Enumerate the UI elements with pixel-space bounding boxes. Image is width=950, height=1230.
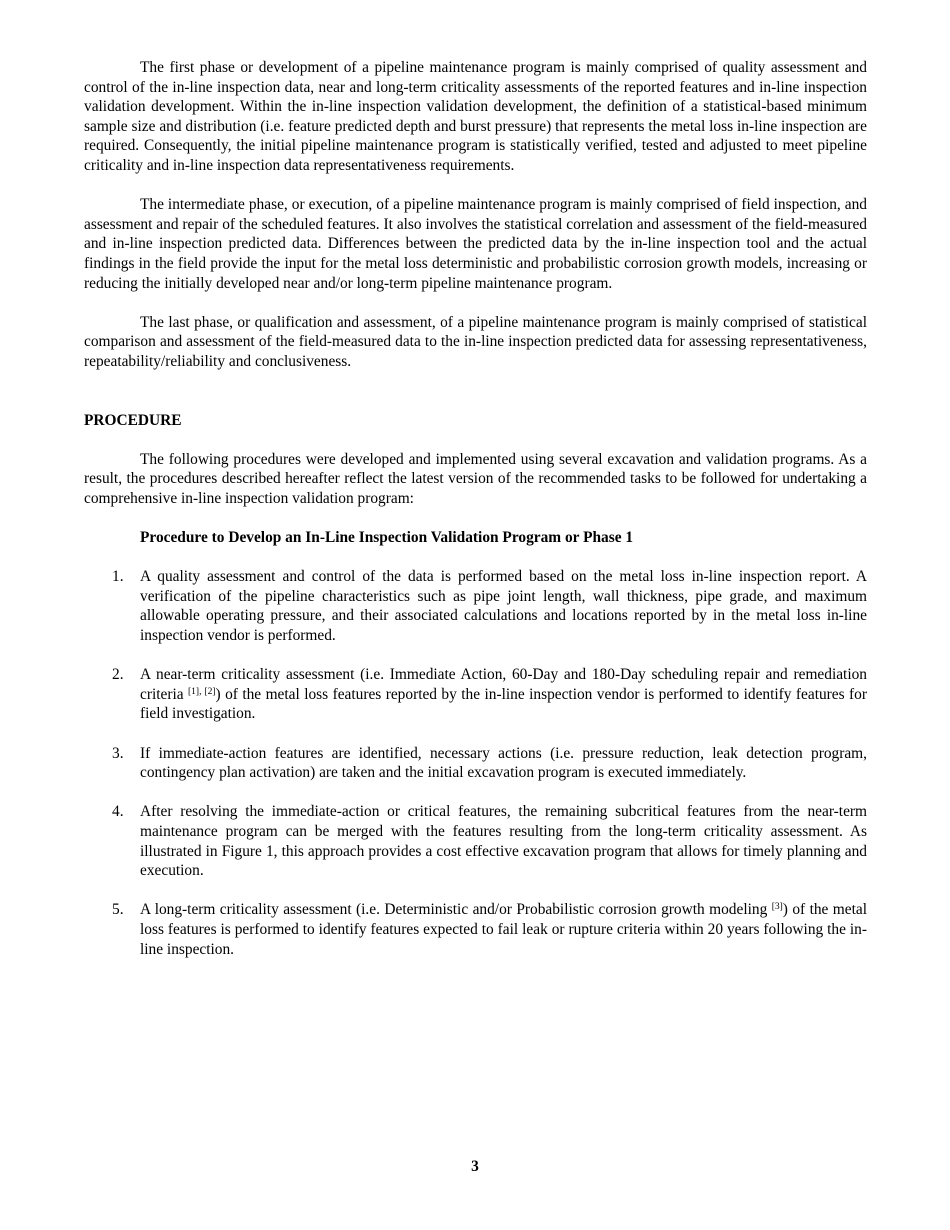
reference-citation: [3] [771,902,783,913]
list-item-text: ) of the metal loss features reported by the in-line inspection vendor is performed to identify features for field investigation. [140,685,868,723]
procedure-intro-paragraph: The following procedures were developed and implemented using several excavation and validation programs. As a result, the procedures described hereafter reflect the latest version of the recommended tasks to be followed for undertaking a comprehensive in-line inspection validation program: [84,450,867,507]
procedure-list-item [84,665,867,724]
intro-paragraph-phase-2: The intermediate phase, or execution, of a pipeline maintenance program is mainly comprised of field inspection, and assessment and repair of the scheduled features. It also involves the statistical correlation and assessment of the field-measured and in-line inspection predicted data. Differences between the predicted data by the in-line inspection tool and the actual findings in the field provide the input for the metal loss deterministic and probabilistic corrosion growth models, increasing or reducing the initially developed near and/or long-term pipeline maintenance program. [84,196,867,292]
intro-paragraph-phase-3: The last phase, or qualification and assessment, of a pipeline maintenance program is mainly comprised of statistical comparison and assessment of the field-measured data to the in-line inspection predicted data for assessing representativeness, repeatability/reliability and conclusiveness. [84,313,867,370]
list-item-text: A long-term criticality assessment (i.e. Deterministic and/or Probabilistic corrosion growth modeling [140,901,772,919]
list-item-text: After resolving the immediate-action or critical features, the remaining subcritical features from the near-term maintenance program can be merged with the features resulting from the long-term criticality assessment. As illustrated in Figure 1, this approach provides a cost effective excavation program that allows for timely planning and execution. [140,803,867,880]
list-item-text: A quality assessment and control of the data is performed based on the metal loss in-line inspection report. A verification of the pipeline characteristics such as pipe joint length, wall thickness, pipe grade, and maximum allowable operating pressure, and their associated calculations and locations reported by in the metal loss in-line inspection vendor is performed. [140,568,867,645]
section-heading-procedure: PROCEDURE [84,411,182,429]
list-item-number: 5. [112,901,124,919]
list-item-number: 4. [112,803,124,821]
procedure-list-item [84,567,867,645]
reference-citation: [1], [2] [188,686,216,697]
page-number: 3 [471,1158,479,1175]
procedure-list [84,567,867,959]
procedure-list-item [84,802,867,880]
procedure-list-item [84,744,867,783]
procedure-list-item [84,900,867,959]
procedure-subheading: Procedure to Develop an In-Line Inspection Validation Program or Phase 1 [140,529,634,547]
list-item-text: ) of the metal loss features is performed to identify features expected to fail leak or rupture criteria within 20 years following the in-line inspection. [140,901,867,958]
list-item-number: 2. [112,666,124,684]
page-body [84,58,867,979]
list-item-number: 1. [112,568,124,586]
list-item-number: 3. [112,744,124,762]
intro-paragraph-phase-1: The first phase or development of a pipeline maintenance program is mainly comprised of quality assessment and control of the in-line inspection data, near and long-term criticality assessments of the reported features and in-line inspection validation development. Within the in-line inspection validation development, the definition of a statistical-based minimum sample size and distribution (i.e. feature predicted depth and burst pressure) that represents the metal loss in-line inspection are required. Consequently, the initial pipeline maintenance program is statistically verified, tested and adjusted to meet pipeline criticality and in-line inspection data representativeness requirements. [84,59,867,174]
list-item-text: A near-term criticality assessment (i.e. Immediate Action, 60-Day and 180-Day scheduling repair and remediation criteria [140,666,867,703]
list-item-text: If immediate-action features are identified, necessary actions (i.e. pressure reduction, leak detection program, contingency plan activation) are taken and the initial excavation program is executed immediately. [140,744,867,782]
